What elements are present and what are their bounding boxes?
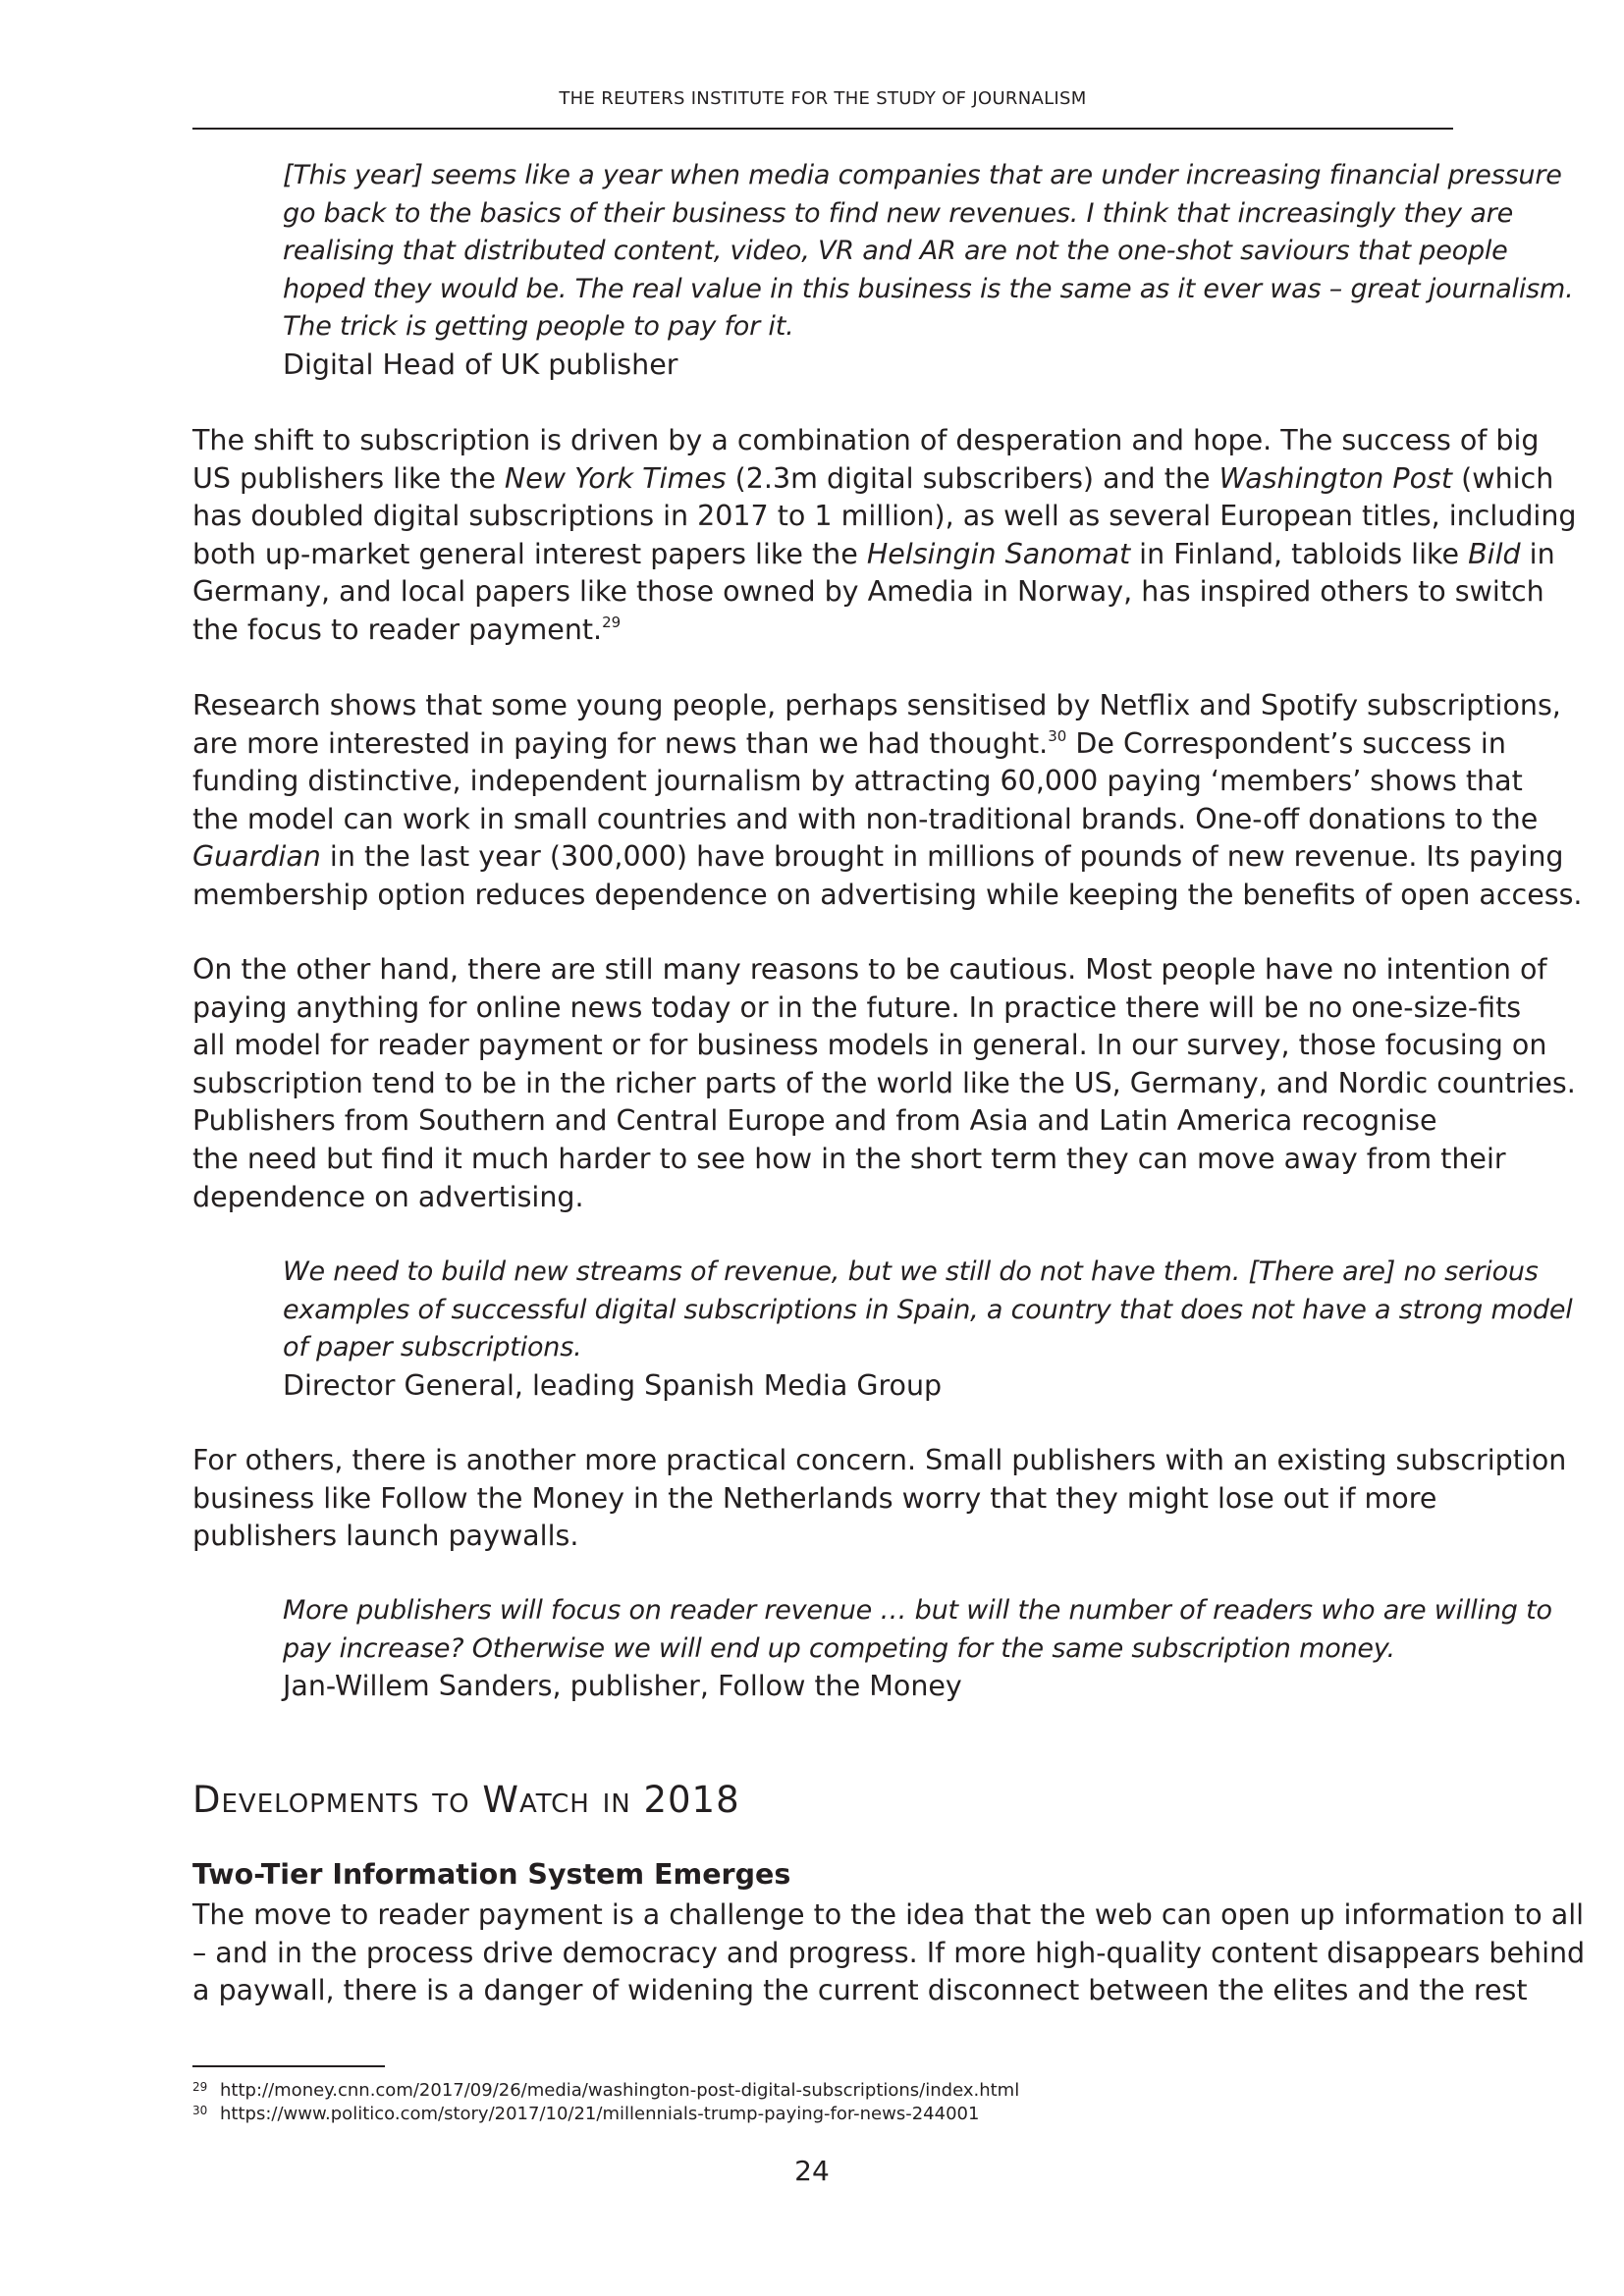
text-line: The move to reader payment is a challenge to the idea that the web can open up information to all	[192, 1898, 1585, 1931]
footnote-item	[192, 2075, 1019, 2099]
quote-line: realising that distributed content, video, VR and AR are not the one-shot saviours that people	[283, 236, 1508, 267]
publication-title: New York Times	[504, 461, 727, 495]
text-line: subscription tend to be in the richer parts of the world like the US, Germany, and Nordic countries.	[192, 1066, 1576, 1099]
text-run: the focus to reader payment.	[192, 613, 603, 646]
running-header: THE REUTERS INSTITUTE FOR THE STUDY OF JOURNALISM	[559, 88, 1087, 109]
text-line: the need but find it much harder to see how in the short term they can move away from their	[192, 1142, 1506, 1175]
footnote-item	[192, 2099, 1019, 2122]
text-line	[192, 612, 1576, 650]
paragraph-3	[192, 951, 1576, 1216]
publication-title: Helsingin Sanomat	[866, 537, 1131, 570]
text-line: a paywall, there is a danger of widening the current disconnect between the elites and the rest	[192, 1974, 1528, 2007]
text-line: the model can work in small countries and with non-traditional brands. One-off donations to the	[192, 802, 1539, 835]
text-line	[192, 725, 1583, 764]
paragraph-4	[192, 1442, 1566, 1556]
quote-line: of paper subscriptions.	[283, 1332, 582, 1363]
text-line: dependence on advertising.	[192, 1180, 584, 1213]
footnote-number: 29	[192, 2080, 208, 2094]
text-line: – and in the process drive democracy and progress. If more high-quality content disappears behind	[192, 1936, 1586, 1969]
text-run: in the last year (300,000) have brought in millions of pounds of new revenue. Its paying	[320, 840, 1564, 874]
text-line	[192, 536, 1576, 574]
text-line: Germany, and local papers like those owned by Amedia in Norway, has inspired others to switch	[192, 575, 1544, 609]
quote-attribution: Director General, leading Spanish Media Group	[283, 1368, 943, 1402]
text-run: (which	[1452, 461, 1554, 495]
footnotes	[192, 2075, 1019, 2122]
quote-line: The trick is getting people to pay for it.	[283, 311, 794, 343]
text-line: all model for reader payment or for business models in general. In our survey, those focusing on	[192, 1029, 1547, 1062]
blockquote-2	[283, 1254, 1573, 1405]
text-line: Research shows that some young people, perhaps sensitised by Netflix and Spotify subscriptions,	[192, 689, 1561, 721]
text-run: in Finland, tabloids like	[1130, 537, 1469, 570]
footnote-ref[interactable]: 29	[602, 613, 622, 631]
quote-line: pay increase? Otherwise we will end up competing for the same subscription money.	[283, 1632, 1395, 1664]
quote-line: More publishers will focus on reader revenue … but will the number of readers who are willing to	[283, 1595, 1552, 1626]
quote-line: [This year] seems like a year when media companies that are under increasing financial pressure	[283, 160, 1562, 190]
text-line: funding distinctive, independent journalism by attracting 60,000 paying ‘members’ shows that	[192, 765, 1523, 798]
text-line	[192, 460, 1576, 499]
header-rule	[192, 128, 1453, 130]
text-run: US publishers like the	[192, 461, 505, 495]
text-line: membership option reduces dependence on advertising while keeping the benefits of open access.	[192, 878, 1583, 911]
paragraph-5	[192, 1896, 1585, 2010]
text-line: On the other hand, there are still many reasons to be cautious. Most people have no intention of	[192, 953, 1547, 986]
quote-attribution: Jan-Willem Sanders, publisher, Follow the Money	[283, 1670, 962, 1703]
page-number: 24	[794, 2155, 830, 2187]
quote-line: We need to build new streams of revenue, but we still do not have them. [There are] no serious	[283, 1256, 1539, 1287]
text-line: business like Follow the Money in the Netherlands worry that they might lose out if more	[192, 1481, 1437, 1515]
quote-line: go back to the basics of their business to find new revenues. I think that increasingly they are	[283, 197, 1513, 229]
text-run: (2.3m digital subscribers) and the	[726, 461, 1219, 495]
text-run: both up-market general interest papers like the	[192, 537, 867, 570]
text-line	[192, 838, 1583, 877]
blockquote-1	[283, 157, 1573, 385]
publication-title: Guardian	[192, 840, 321, 874]
quote-attribution: Digital Head of UK publisher	[283, 347, 678, 381]
footnote-link[interactable]: https://www.politico.com/story/2017/10/21/millennials-trump-paying-for-news-244001	[220, 2104, 980, 2124]
footnote-rule	[192, 2065, 385, 2067]
text-line: publishers launch paywalls.	[192, 1520, 579, 1553]
text-line: The shift to subscription is driven by a combination of desperation and hope. The success of big	[192, 424, 1540, 456]
footnote-link[interactable]: http://money.cnn.com/2017/09/26/media/washington-post-digital-subscriptions/index.html	[220, 2080, 1020, 2101]
quote-line: examples of successful digital subscriptions in Spain, a country that does not have a strong model	[283, 1294, 1573, 1325]
blockquote-3	[283, 1592, 1552, 1706]
subsection-heading: Two-Tier Information System Emerges	[192, 1858, 791, 1891]
paragraph-1	[192, 422, 1576, 650]
text-line: For others, there is another more practical concern. Small publishers with an existing subscription	[192, 1444, 1567, 1476]
text-line: has doubled digital subscriptions in 2017 to 1 million), as well as several European titles, including	[192, 500, 1577, 533]
text-run: De Correspondent’s success in	[1066, 726, 1506, 760]
text-line: Publishers from Southern and Central Europe and from Asia and Latin America recognise	[192, 1104, 1437, 1138]
footnote-ref[interactable]: 30	[1048, 726, 1067, 745]
publication-title: Washington Post	[1218, 461, 1453, 495]
section-heading: Developments to Watch in 2018	[192, 1779, 740, 1821]
paragraph-2	[192, 687, 1583, 915]
text-run: are more interested in paying for news than we had thought.	[192, 726, 1049, 760]
text-run: in	[1520, 537, 1555, 570]
footnote-number: 30	[192, 2104, 208, 2117]
text-line: paying anything for online news today or in the future. In practice there will be no one-size-fits	[192, 990, 1522, 1024]
publication-title: Bild	[1468, 537, 1521, 570]
quote-line: hoped they would be. The real value in this business is the same as it ever was – great journalism.	[283, 273, 1574, 304]
